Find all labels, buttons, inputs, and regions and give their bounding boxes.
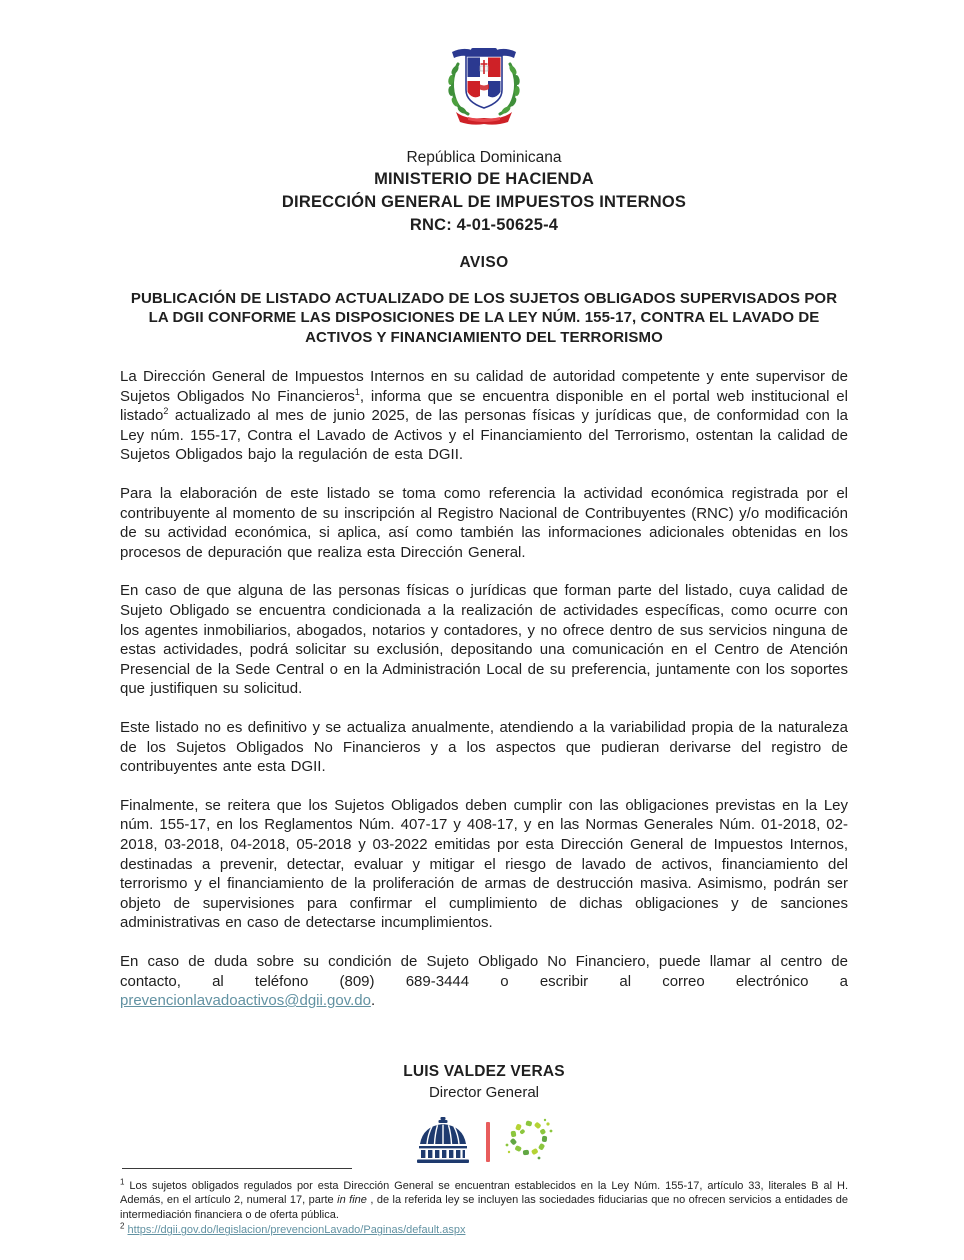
dgii-starburst-logo-icon	[504, 1117, 554, 1168]
paragraph-1	[120, 367, 848, 465]
logo-divider-bar	[486, 1122, 490, 1162]
letterhead	[120, 147, 848, 237]
footnote-reference-2: 2	[163, 406, 169, 417]
country-name: República Dominicana	[406, 149, 562, 166]
signer-name: LUIS VALDEZ VERAS	[403, 1062, 565, 1080]
email-link[interactable]: prevencionlavadoactivos@dgii.gov.do	[120, 992, 371, 1010]
rnc-number: RNC: 4-01-50625-4	[409, 215, 559, 234]
document-body	[120, 367, 848, 1030]
paragraph-3: En caso de que alguna de las personas físicas o jurídicas que forman parte del listado, cuya calidad de Sujeto Obligado se encuentra condicionada a la realización de actividades específicas, como ocurre con los agentes inmobiliarios, abogados, notarios y contadores, y no ofrece dentro de sus servicios ninguna de estas actividades, podrá solicitar su exclusión, depositando una comunicación en el Centro de Atención Presencial de la Sede Central o en la Administración Local de su preferencia, juntamente con los soportes que justifiquen su solicitud.	[120, 582, 848, 698]
footer-logos	[120, 1117, 848, 1168]
agency-name: DIRECCIÓN GENERAL DE IMPUESTOS INTERNOS	[281, 193, 687, 212]
dominican-coat-of-arms-icon	[438, 44, 530, 137]
footnote-separator	[122, 1168, 352, 1169]
paragraph-5: Finalmente, se reitera que los Sujetos Obligados deben cumplir con las obligaciones previstas en la Ley núm. 155-17, en los Reglamentos Núm. 407-17 y 408-17, y en las Normas Generales Núm. 01-2018, 02-2018, 03-2018, 04-2018, 05-2018 y 03-2022 emitidas por esta Dirección General de Impuestos Internos, destinadas a prevenir, detectar, evaluar y mitigar el riesgo de lavado de activos, financiamiento del terrorismo y el financiamiento de la proliferación de armas de destrucción masiva. Asimismo, podrán ser objeto de supervisiones para confirmar el cumplimiento de dichas obligaciones y de sanciones administrativas en caso de detectarse incumplimientos.	[120, 796, 848, 932]
footnote-1	[120, 1179, 848, 1223]
notice-label: AVISO	[459, 253, 509, 271]
footnote-reference-1: 1	[354, 386, 360, 397]
footnote-1-text-a: Los sujetos obligados regulados por esta Dirección General se encuentran establecidos en la Ley Núm. 155-17, artículo 33, literales B al H. Además, en el artículo 2, numeral 17, parte	[120, 1179, 848, 1207]
paragraph-2: Para la elaboración de este listado se toma como referencia la actividad económica registrada por el contribuyente al momento de su inscripción al Registro Nacional de Contribuyentes (RNC) y/o modificación de su actividad económica, si aplica, así como también las informaciones adicionales obtenidas en los procesos de depuración que realiza esta Dirección General.	[120, 485, 848, 561]
signature-block	[120, 1062, 848, 1103]
footnote-1-text-b: , de la referida ley se incluyen las sociedades fiduciarias que no ofrecen servicios a entidades de intermediación financiera o de oferta pública.	[120, 1194, 848, 1221]
footnotes-section	[120, 1168, 848, 1260]
footnote-url-link[interactable]: https://dgii.gov.do/legislacion/prevencionLavado/Paginas/default.aspx	[127, 1224, 466, 1237]
footnote-2	[120, 1223, 848, 1238]
paragraph-6-text-a: En caso de duda sobre su condición de Sujeto Obligado No Financiero, puede llamar al centro de contacto, al teléfono (809) 689-3444 o escribir al correo electrónico a	[120, 952, 848, 990]
footnote-1-latin: in fine	[337, 1194, 367, 1207]
coat-of-arms-container	[120, 44, 848, 137]
ministry-name: MINISTERIO DE HACIENDA	[374, 170, 594, 189]
footnote-1-marker: 1	[120, 1177, 125, 1187]
paragraph-1-text-b: , informa que se encuentra disponible en el portal web institucional el listado	[120, 387, 848, 425]
document-title: PUBLICACIÓN DE LISTADO ACTUALIZADO DE LOS SUJETOS OBLIGADOS SUPERVISADOS POR LA DGII CONFORME LAS DISPOSICIONES DE LA LEY NÚM. 155-17, CONTRA EL LAVADO DE ACTIVOS Y FINANCIAMIENTO DEL TERRORISMO	[130, 289, 838, 347]
paragraph-6	[120, 952, 848, 1011]
signer-role: Director General	[428, 1083, 540, 1101]
footnote-2-marker: 2	[120, 1221, 125, 1231]
paragraph-1-text-a: La Dirección General de Impuestos Internos en su calidad de autoridad competente y ente supervisor de Sujetos Obligados No Financieros	[120, 368, 848, 405]
government-dome-logo-icon	[414, 1117, 472, 1168]
paragraph-1-text-c: actualizado al mes de junio 2025, de las personas físicas y jurídicas que, de conformidad con la Ley núm. 155-17, Contra el Lavado de Activos y el Financiamiento del Terrorismo, ostentan la calidad de Sujetos Obligados bajo la regulación de esta DGII.	[120, 407, 848, 464]
paragraph-6-text-b: .	[370, 992, 376, 1010]
paragraph-4: Este listado no es definitivo y se actualiza anualmente, atendiendo a la variabilidad propia de la naturaleza de los Sujetos Obligados No Financieros y a los aspectos que pudieran derivarse del registro de contribuyentes ante esta DGII.	[120, 718, 848, 776]
